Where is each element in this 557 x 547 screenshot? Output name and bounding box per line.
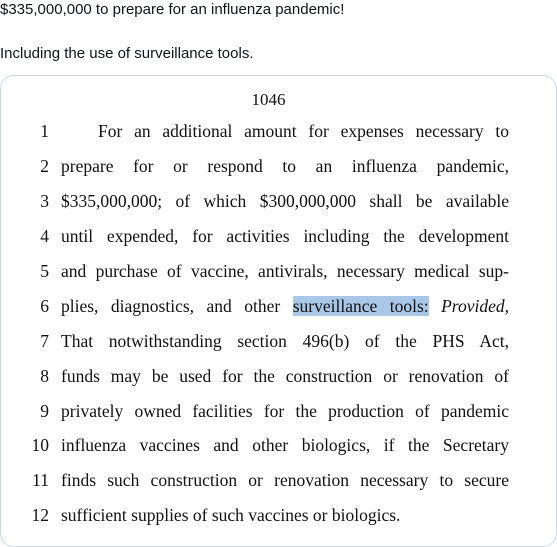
document-line-11: [1, 468, 556, 492]
line-number: 2: [40, 156, 49, 176]
document-line-7: [1, 329, 556, 353]
tweet-text-line-1: $335,000,000 to prepare for an influenza pandemic!: [0, 1, 345, 18]
line-text: prepare for or respond to an influenza pandemic,: [61, 156, 509, 176]
line-text: [61, 294, 509, 318]
highlighted-text: surveillance tools:: [292, 296, 429, 316]
line-text: privately owned facilities for the production of pandemic: [61, 401, 509, 421]
attached-document-image[interactable]: [0, 75, 557, 547]
document-line-5: [1, 259, 556, 283]
document-line-9: [1, 399, 556, 423]
line-text: and purchase of vaccine, antivirals, necessary medical sup-: [61, 261, 509, 281]
line-number: 8: [40, 366, 49, 386]
page-number: 1046: [251, 90, 286, 109]
line-text-plain: plies, diagnostics, and other: [61, 296, 281, 316]
line-number: 10: [31, 435, 49, 455]
document-line-8: [1, 364, 556, 388]
line-text: $335,000,000; of which $300,000,000 shall be available: [61, 191, 509, 211]
line-text: finds such construction or renovation necessary to secure: [61, 470, 509, 490]
document-line-6: [1, 294, 556, 318]
line-number: 3: [40, 191, 49, 211]
document-line-12: [1, 503, 556, 527]
line-number: 11: [32, 470, 49, 490]
document-line-3: [1, 189, 556, 213]
line-text: sufficient supplies of such vaccines or biologics.: [61, 505, 401, 525]
line-text: For an additional amount for expenses necessary to: [98, 121, 509, 141]
line-number: 7: [40, 331, 49, 351]
line-text: influenza vaccines and other biologics, if the Secretary: [61, 435, 509, 455]
italic-text: Provided,: [441, 296, 509, 316]
line-text: until expended, for activities including the development: [61, 226, 509, 246]
line-number: 9: [40, 401, 49, 421]
line-text: That notwithstanding section 496(b) of the PHS Act,: [61, 331, 509, 351]
line-number: 4: [40, 226, 49, 246]
document-line-4: [1, 224, 556, 248]
document-line-2: [1, 154, 556, 178]
line-number: 1: [40, 121, 49, 141]
line-number: 5: [40, 261, 49, 281]
line-number: 6: [40, 296, 49, 316]
tweet-text-line-2: Including the use of surveillance tools.: [0, 45, 254, 62]
line-number: 12: [31, 505, 49, 525]
document-line-1: [1, 119, 556, 143]
line-text: funds may be used for the construction or renovation of: [61, 366, 509, 386]
document-line-10: [1, 433, 556, 457]
